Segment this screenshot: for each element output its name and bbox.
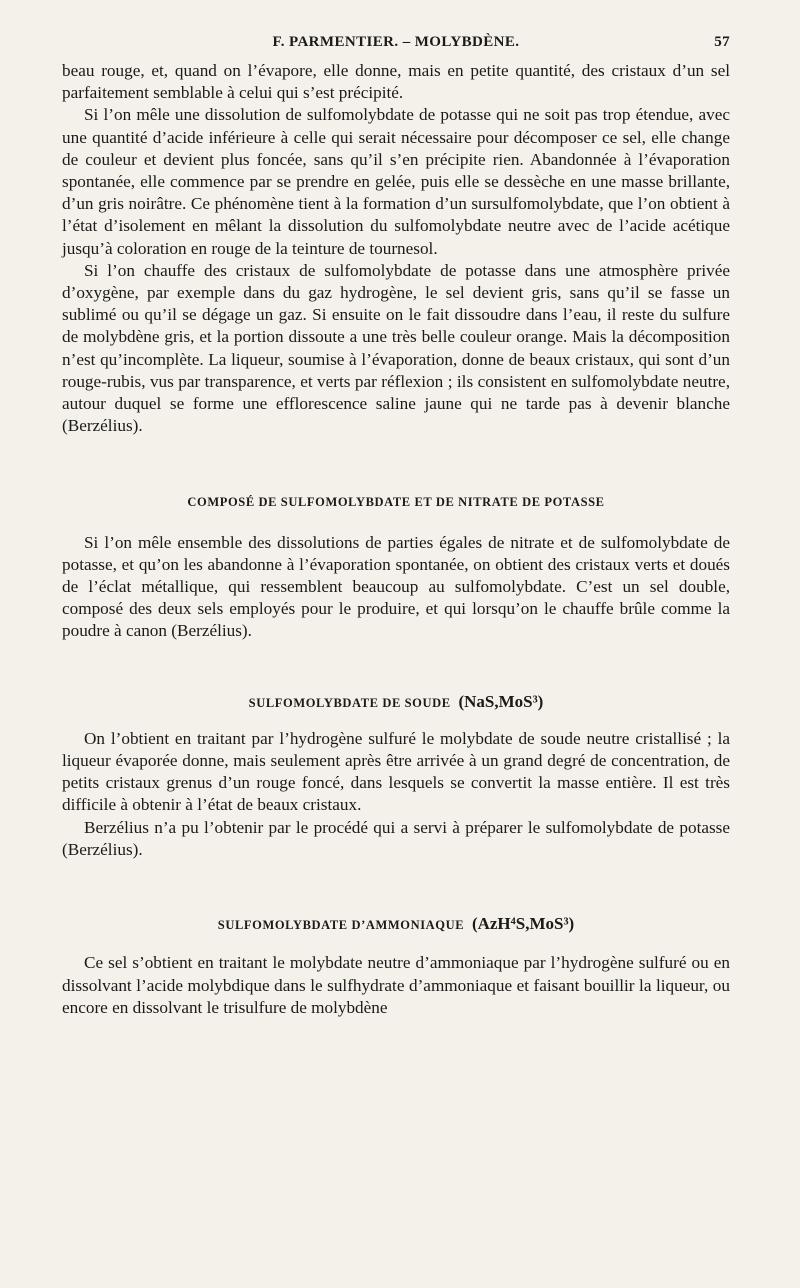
heading-text: SULFOMOLYBDATE D’AMMONIAQUE bbox=[217, 918, 465, 933]
paragraph: Si l’on mêle une dissolution de sulfomolybdate de potasse qui ne soit pas trop étendue, avec une quantité d’acide inférieure à celle qui serait nécessaire pour décomposer ce sel, elle change de couleur et devient plus foncée, sans qu’il s’en précipite rien. Abandonnée à l’évaporation spontanée, elle commence par se prendre en gelée, puis elle se dessèche en une masse brillante, d’un gris noirâtre. Ce phénomène tient à la formation d’un sursulfomolybdate, que l’on obtient à l’état d’isolement en mêlant la dissolution du sulfomolybdate neutre avec de l’acide acétique jusqu’à coloration en rouge de la teinture de tournesol. bbox=[62, 105, 730, 258]
running-title: F. PARMENTIER. – MOLYBDÈNE. bbox=[272, 34, 520, 50]
page-number: 57 bbox=[714, 34, 730, 50]
section-heading-ammoniaque bbox=[62, 913, 730, 936]
section-heading-nitrate-compound: COMPOSÉ DE SULFOMOLYBDATE ET DE NITRATE DE POTASSE bbox=[187, 495, 605, 510]
paragraph-continued: beau rouge, et, quand on l’évapore, elle donne, mais en petite quantité, des cristaux d’un sel parfaitement semblable à celui qui s’est précipité. bbox=[62, 61, 730, 103]
heading-text: SULFOMOLYBDATE DE SOUDE bbox=[248, 695, 451, 710]
paragraph: Berzélius n’a pu l’obtenir par le procédé qui a servi à préparer le sulfomolybdate de potasse (Berzélius). bbox=[62, 817, 730, 859]
paragraph: On l’obtient en traitant par l’hydrogène sulfuré le molybdate de soude neutre cristallisé ; la liqueur évaporée donne, mais seulement après être arrivée à un grand degré de concentration, de petits cristaux grenus d’un rouge foncé, dans lesquels se convertit la masse entière. Il est très difficile à obtenir à l’état de beaux cristaux. bbox=[62, 728, 730, 815]
section-heading-soude bbox=[62, 691, 730, 714]
body-text bbox=[62, 60, 730, 1019]
chemical-formula: (AzH⁴S,MoS³) bbox=[471, 914, 575, 934]
running-header bbox=[62, 34, 730, 56]
paragraph: Si l’on mêle ensemble des dissolutions de parties égales de nitrate et de sulfomolybdate de potasse, et qu’on les abandonne à l’évaporation spontanée, on obtient des cristaux verts et doués de l’éclat métallique, qui ressemblent beaucoup au sulfomolybdate. C’est un sel double, composé des deux sels employés pour le produire, et qui lorsqu’on le chauffe brûle comme la poudre à canon (Berzélius). bbox=[62, 532, 730, 641]
chemical-formula: (NaS,MoS³) bbox=[458, 691, 544, 711]
paragraph: Ce sel s’obtient en traitant le molybdate neutre d’ammoniaque par l’hydrogène sulfuré ou en dissolvant l’acide molybdique dans le sulfhydrate d’ammoniaque et faisant bouillir la liqueur, ou encore en dissolvant le trisulfure de molybdène bbox=[62, 953, 730, 1017]
paragraph: Si l’on chauffe des cristaux de sulfomolybdate de potasse dans une atmosphère privée d’oxygène, par exemple dans du gaz hydrogène, le sel devient gris, sans qu’il se fasse un sublimé ou qu’il se dégage un gaz. Si ensuite on le fait dissoudre dans l’eau, il reste du sulfure de molybdène gris, et la portion dissoute a une très belle couleur orange. Mais la décomposition n’est qu’incomplète. La liqueur, soumise à l’évaporation, donne de beaux cristaux, qui sont d’un rouge-rubis, vus par transparence, et verts par réflexion ; ils consistent en sulfomolybdate neutre, autour duquel se forme une efflorescence saline jaune qui ne tarde pas à devenir blanche (Berzélius). bbox=[62, 260, 730, 436]
